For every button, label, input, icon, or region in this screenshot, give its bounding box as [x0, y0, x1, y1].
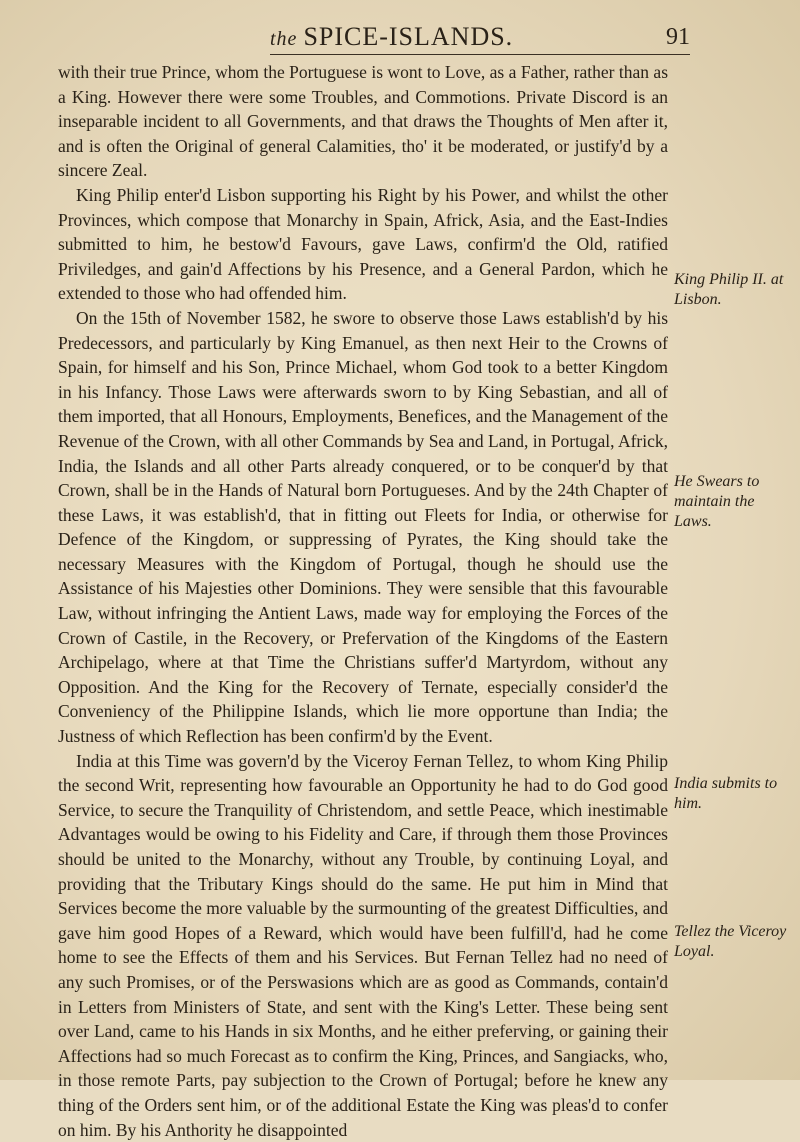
paragraph-1: with their true Prince, whom the Portuguese is wont to Love, as a Father, rather than as a King. However there were some Troubles, and Commotions. Private Discord is an inseparable incident to all Governments, and that draws the Thoughts of Men after it, and is often the Original of general Calamities, tho' it be moderated, or justify'd by a sincere Zeal.: [58, 62, 668, 181]
paragraph-3: On the 15th of November 1582, he swore to observe those Laws establish'd by his Predecessors, and particularly by King Emanuel, as then next Heir to the Crowns of Spain, for himself and his Son, Prince Michael, whom God took to a better Kingdom in his Infancy. Those Laws were afterwards sworn to by King Sebastian, and all of them imported, that all Honours, Employments, Benefices, and the Management of the Revenue of the Crown, with all other Commands by Sea and Land, in Portugal, Africk, India, the Islands and all other Parts already conquered, or to be conquer'd by that Crown, shall be in the Hands of Natural born Portugueses. And by the 24th Chapter of these Laws, it was establish'd, that in fitting out Fleets for India, or otherwise for Defence of the Kingdom, or suppressing of Pyrates, the King should take the necessary Measures with the Kingdom of Portugal, though he should use the Assistance of his Majesties other Dominions. They were sensible that this favourable Law, without infringing the Antient Laws, made way for employing the Forces of the Crown of Castile, in the Recovery, or Prefervation of the Kingdoms of the Eastern Archipelago, where at that Time the Christians suffer'd Martyrdom, without any Opposition. And the King for the Recovery of Ternate, especially consider'd the Conveniency of the Philippine Islands, which lie more opportune than India; the Justness of which Reflection has been confirm'd by the Event.: [58, 307, 668, 747]
main-text: [58, 60, 668, 1142]
paragraph-4: India at this Time was govern'd by the Viceroy Fernan Tellez, to whom King Philip the second Writ, representing how favourable an Opportunity he had to do God good Service, to secure the Tranquility of Christendom, and settle Peace, which inestimable Advantages would be owing to his Fidelity and Care, if through them those Provinces should be united to the Monarchy, without any Trouble, by continuing Loyal, and providing that the Tributary Kings should do the same. He put him in Mind that Services become the more valuable by the surmounting of the greatest Difficulties, and gave him good Hopes of a Reward, which would have been fulfill'd, had he come home to see the Effects of them and his Services. But Fernan Tellez had no need of any such Promises, or of the Perswasions which are as good as Commands, contain'd in Letters from Ministers of State, and sent with the King's Letter. These being sent over Land, came to his Hands in six Months, and he either preferving, or gaining their Affections had so much Forecast as to confirm the King, Princes, and Sangiacks, who, in those remote Parts, pay subjection to the Crown of Portugal; before he knew any thing of the Orders sent him, or of the additional Estate the King was pleas'd to confer on him. By his Anthority he disappointed: [58, 750, 668, 1140]
paragraph-2: King Philip enter'd Lisbon supporting his Right by his Power, and whilst the other Provinces, which compose that Monarchy in Spain, Africk, Asia, and the East-Indies submitted to him, he bestow'd Favours, gave Laws, confirm'd the Old, ratified Priviledges, and gain'd Affections by his Presence, and a General Pardon, which he extended to those who had offended him.: [58, 184, 668, 304]
marginal-note-2: He Swears to maintain the Laws.: [674, 473, 760, 530]
running-title: [270, 22, 513, 52]
marginal-note-1: King Philip II. at Lisbon.: [674, 271, 784, 308]
running-header: [270, 22, 690, 55]
marginal-note-3: India submits to him.: [674, 775, 778, 812]
marginal-note-4: Tellez the Viceroy Loyal.: [674, 923, 787, 960]
running-title-text: SPICE-ISLANDS.: [303, 22, 514, 51]
running-title-article: the: [270, 28, 298, 50]
page-number: 91: [666, 24, 690, 50]
